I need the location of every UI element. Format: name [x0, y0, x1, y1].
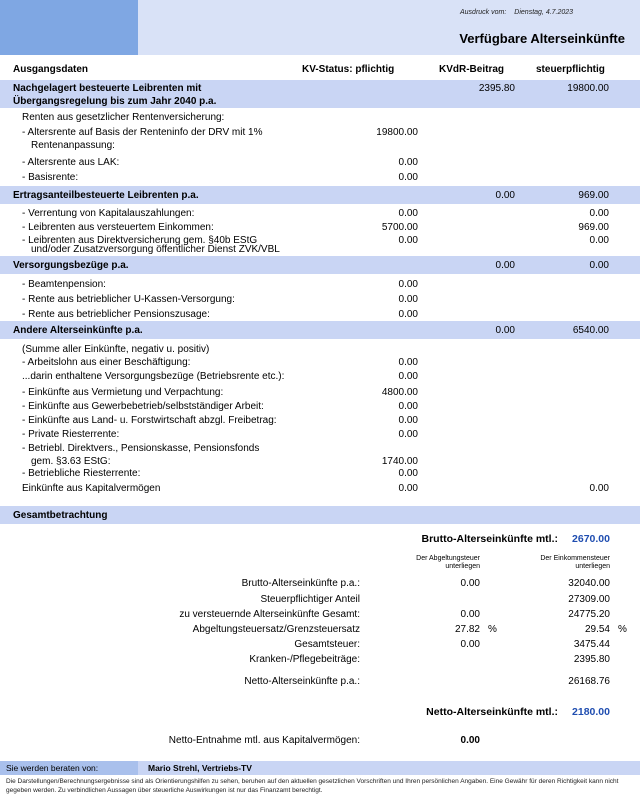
summary-ek-brutto-pa: 32040.00	[568, 578, 610, 589]
entnahme-kapital-label: Netto-Entnahme mtl. aus Kapitalvermögen:	[168, 735, 360, 746]
column-header-ausgangsdaten: Ausgangsdaten	[13, 64, 89, 75]
row-tax-kapitalvermoegen: 0.00	[589, 483, 609, 494]
versorgung-kvdr-value: 0.00	[495, 260, 515, 271]
row-label-gewerbebetrieb: - Einkünfte aus Gewerbebetrieb/selbstständiger Arbeit:	[22, 401, 264, 412]
row-value-kapitalvermoegen: 0.00	[398, 483, 418, 494]
row-value-gewerbebetrieb: 0.00	[398, 401, 418, 412]
section-title-leibrenten-line1: Nachgelagert besteuerte Leibrenten mit	[13, 83, 202, 94]
summary-ek-steuerpflichtiger-anteil: 27309.00	[568, 594, 610, 605]
summary-abg-percent-sign: %	[488, 624, 497, 635]
leibrenten-tax-value: 19800.00	[567, 83, 609, 94]
row-label-altersrente-drv-line1: - Altersrente auf Basis der Renteninfo der DRV mit 1%	[22, 127, 263, 138]
row-label-arbeitslohn: - Arbeitslohn aus einer Beschäftigung:	[22, 357, 191, 368]
andere-kvdr-value: 0.00	[495, 325, 515, 336]
row-value-betriebl-direktvers: 1740.00	[381, 456, 418, 467]
row-value-land-forst: 0.00	[398, 415, 418, 426]
page-title: Verfügbare Alterseinkünfte	[459, 31, 625, 46]
summary-abg-zu-versteuern: 0.00	[460, 609, 480, 620]
versorgung-tax-value: 0.00	[589, 260, 609, 271]
row-tax-leibrenten-versteuert: 969.00	[578, 222, 609, 233]
andere-intro: (Summe aller Einkünfte, negativ u. positiv)	[22, 344, 210, 355]
summary-ek-kranken-pflege: 2395.80	[573, 654, 610, 665]
legal-disclaimer: Die Darstellungen/Berechnungsergebnisse sind als Orientierungshilfen zu sehen, beruhen auf den aktuellen gesetzlichen Vorschriften und Ihren persönlichen Angaben. Eine Gewähr für deren Richtigkeit kann nicht gegeben werden. Zu verbindlichen Aussagen über steuerliche Auswirkungen ist nur das Finanzamt berechtigt.	[6, 778, 619, 794]
column-header-kv-status: KV-Status: pflichtig	[302, 64, 395, 75]
row-value-direktversicherung: 0.00	[398, 235, 418, 246]
section-title-leibrenten-line2: Übergangsregelung bis zum Jahr 2040 p.a.	[13, 96, 217, 107]
summary-label-steuerpflichtiger-anteil: Steuerpflichtiger Anteil	[260, 594, 360, 605]
row-tax-verrentung: 0.00	[589, 208, 609, 219]
advisor-label: Sie werden beraten von:	[6, 763, 99, 773]
summary-label-kranken-pflege: Kranken-/Pflegebeiträge:	[249, 654, 360, 665]
row-label-kapitalvermoegen: Einkünfte aus Kapitalvermögen	[22, 483, 161, 494]
leibrenten-kvdr-value: 2395.80	[478, 83, 515, 94]
row-label-land-forst: - Einkünfte aus Land- u. Forstwirtschaft abzgl. Freibetrag:	[22, 415, 277, 426]
header-accent-block	[0, 0, 138, 55]
ertragsanteil-tax-value: 969.00	[578, 190, 609, 201]
row-value-versorgungsbezuege-enthalten: 0.00	[398, 371, 418, 382]
col-header-einkommensteuer: Der Einkommensteuer unterliegen	[540, 555, 610, 570]
row-value-u-kassen: 0.00	[398, 294, 418, 305]
row-value-beamtenpension: 0.00	[398, 279, 418, 290]
row-label-altersrente-lak: - Altersrente aus LAK:	[22, 157, 120, 168]
brutto-mtl-value: 2670.00	[572, 533, 610, 545]
section-title-gesamtbetrachtung: Gesamtbetrachtung	[13, 510, 108, 521]
netto-mtl-label: Netto-Alterseinkünfte mtl.:	[426, 706, 558, 718]
summary-label-brutto-pa: Brutto-Alterseinkünfte p.a.:	[241, 578, 360, 589]
col-header-abgeltungsteuer: Der Abgeltungsteuer unterliegen	[416, 555, 480, 570]
summary-abg-brutto-pa: 0.00	[460, 578, 480, 589]
summary-label-zu-versteuern: zu versteuernde Alterseinkünfte Gesamt:	[179, 609, 360, 620]
column-header-kvdr: KVdR-Beitrag	[439, 64, 505, 75]
print-date	[460, 9, 573, 16]
row-label-betriebl-direktvers-line2: gem. §3.63 EStG:	[31, 456, 111, 467]
row-label-direktversicherung-line2: und/oder Zusatzversorgung öffentlicher Dienst ZVK/VBL	[31, 244, 280, 255]
row-label-u-kassen: - Rente aus betrieblicher U-Kassen-Versorgung:	[22, 294, 235, 305]
summary-label-gesamtsteuer: Gesamtsteuer:	[294, 639, 360, 650]
row-value-verrentung: 0.00	[398, 208, 418, 219]
summary-abg-steuersatz: 27.82	[454, 624, 480, 635]
column-header-steuerpflichtig: steuerpflichtig	[536, 64, 605, 75]
andere-tax-value: 6540.00	[572, 325, 609, 336]
row-value-basisrente: 0.00	[398, 172, 418, 183]
section-title-ertragsanteil: Ertragsanteilbesteuerte Leibrenten p.a.	[13, 190, 199, 201]
summary-ek-steuersatz: 29.54	[584, 624, 610, 635]
entnahme-kapital-value: 0.00	[460, 735, 480, 746]
row-label-direktversicherung-line1: - Leibrenten aus Direktversicherung gem. §40b EStG	[22, 235, 258, 246]
row-label-beamtenpension: - Beamtenpension:	[22, 279, 106, 290]
row-value-private-riester: 0.00	[398, 429, 418, 440]
row-label-altersrente-drv-line2: Rentenanpassung:	[31, 140, 115, 151]
row-value-betriebl-riester: 0.00	[398, 468, 418, 479]
summary-ek-zu-versteuern: 24775.20	[568, 609, 610, 620]
row-label-leibrenten-versteuert: - Leibrenten aus versteuertem Einkommen:	[22, 222, 214, 233]
summary-ek-netto-pa: 26168.76	[568, 676, 610, 687]
row-label-pensionszusage: - Rente aus betrieblicher Pensionszusage:	[22, 309, 210, 320]
ertragsanteil-kvdr-value: 0.00	[495, 190, 515, 201]
row-label-versorgungsbezuege-enthalten: ...darin enthaltene Versorgungsbezüge (Betriebsrente etc.):	[22, 371, 285, 382]
summary-label-steuersatz: Abgeltungsteuersatz/Grenzsteuersatz	[192, 624, 360, 635]
netto-mtl-value: 2180.00	[572, 706, 610, 718]
summary-ek-gesamtsteuer: 3475.44	[573, 639, 610, 650]
row-label-betriebl-direktvers-line1: - Betriebl. Direktvers., Pensionskasse, Pensionsfonds	[22, 443, 260, 454]
row-value-pensionszusage: 0.00	[398, 309, 418, 320]
summary-ek-percent-sign: %	[618, 624, 627, 635]
section-title-andere: Andere Alterseinkünfte p.a.	[13, 325, 143, 336]
row-value-altersrente-drv: 19800.00	[376, 127, 418, 138]
brutto-mtl-label: Brutto-Alterseinkünfte mtl.:	[421, 533, 558, 545]
row-value-arbeitslohn: 0.00	[398, 357, 418, 368]
row-label-private-riester: - Private Riesterrente:	[22, 429, 120, 440]
print-date-value: Dienstag, 4.7.2023	[514, 9, 574, 16]
row-value-leibrenten-versteuert: 5700.00	[381, 222, 418, 233]
row-tax-direktversicherung: 0.00	[589, 235, 609, 246]
row-value-vermietung: 4800.00	[381, 387, 418, 398]
row-label-basisrente: - Basisrente:	[22, 172, 79, 183]
print-date-label: Ausdruck vom:	[460, 9, 507, 16]
advisor-name: Mario Strehl, Vertriebs-TV	[148, 763, 252, 773]
summary-abg-gesamtsteuer: 0.00	[460, 639, 480, 650]
summary-label-netto-pa: Netto-Alterseinkünfte p.a.:	[244, 676, 360, 687]
row-value-altersrente-lak: 0.00	[398, 157, 418, 168]
row-label-vermietung: - Einkünfte aus Vermietung und Verpachtung:	[22, 387, 224, 398]
row-label-verrentung: - Verrentung von Kapitalauszahlungen:	[22, 208, 195, 219]
leibrenten-intro: Renten aus gesetzlicher Rentenversicherung:	[22, 112, 225, 123]
section-title-versorgung: Versorgungsbezüge p.a.	[13, 260, 129, 271]
row-label-betriebl-riester: - Betriebliche Riesterrente:	[22, 468, 141, 479]
